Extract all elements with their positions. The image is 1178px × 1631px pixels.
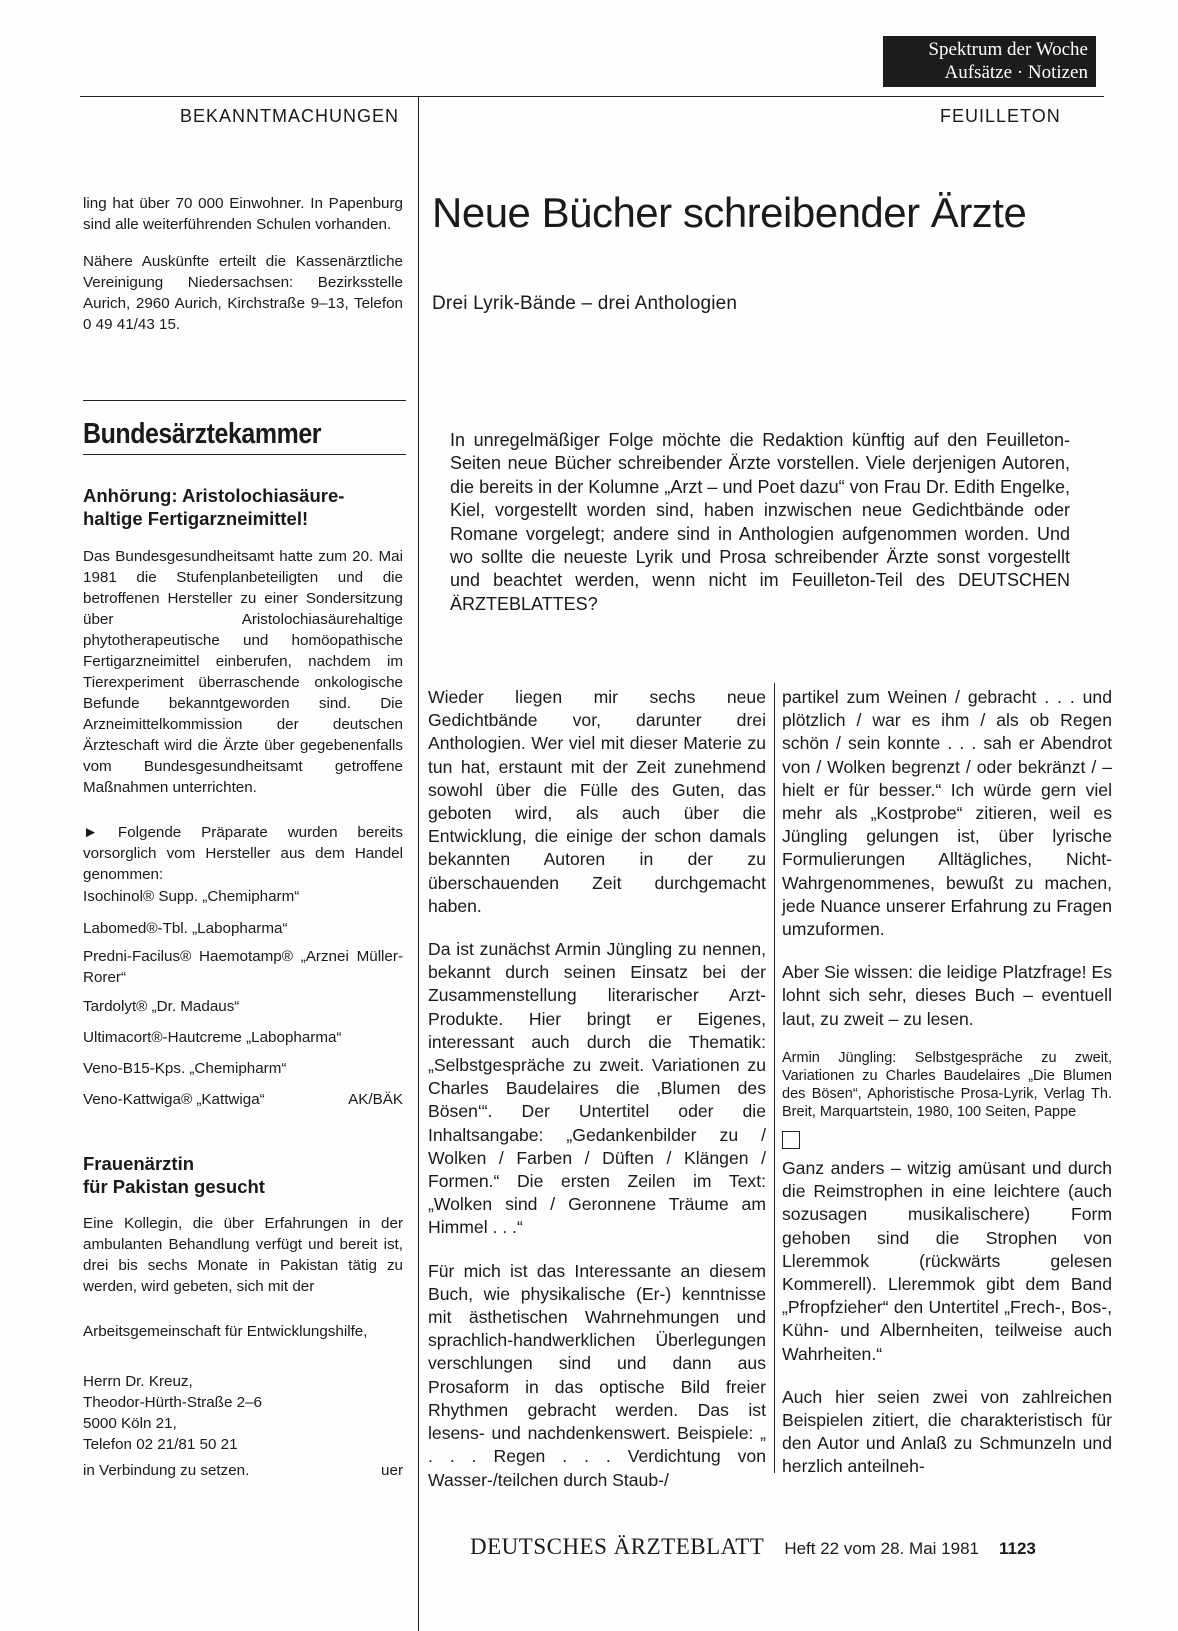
column-divider-inner — [774, 683, 775, 1473]
product-item: Labomed®-Tbl. „Labopharma“ — [83, 920, 288, 937]
article-title-line-2: haltige Fertigarzneimittel! — [83, 508, 309, 529]
masthead-line2: Aufsätze · Notizen — [944, 62, 1088, 83]
address-line: Herrn Dr. Kreuz, — [83, 1373, 193, 1390]
section-label-feuilleton: FEUILLETON — [940, 106, 1061, 126]
product-item: Tardolyt® „Dr. Madaus“ — [83, 998, 240, 1015]
bibliography-note: Armin Jüngling: Selbstgespräche zu zweit, Variationen zu Charles Baudelaires „Die Blumen des Bösen“, Aphoristische Prosa-Lyrik, Verlag Th. Breit, Marquartstein, 1980, 100 Seiten, Pappe — [782, 1050, 1112, 1120]
body-paragraph: Ganz anders – witzig amüsant und durch die Reimstrophen in eine leichtere (auch sozusagen musikalischere) Form gehoben sind die Strophen von Lleremmok (rückwärts gelesen Kommerell). Lleremmok gibt dem Band „Pfropfzieher“ den Untertitel „Frech-, Bos-, Kühn- und Albernheiten, teilweise auch Wahrheiten.“ — [782, 1158, 1112, 1364]
product-list-intro: ► Folgende Präparate wurden bereits vorsorglich vom Hersteller aus dem Handel genommen: — [83, 824, 403, 883]
body-paragraph: Aber Sie wissen: die leidige Platzfrage! Es lohnt sich sehr, dieses Buch – eventuell laut, zu zweit – zu lesen. — [782, 962, 1112, 1029]
heading-rule-top — [83, 400, 406, 401]
article-title-line-2: für Pakistan gesucht — [83, 1176, 265, 1197]
heading-rule-bottom — [83, 454, 406, 455]
feuilleton-intro: In unregelmäßiger Folge möchte die Redaktion künftig auf den Feuilleton-Seiten neue Bücher schreibender Ärzte vorstellen. Viele derjenigen Autoren, die bereits in der Kolumne „Arzt – und Poet dazu“ von Frau Dr. Edith Engelke, Kiel, vorgestellt worden sind, haben inzwischen neue Gedichtbände oder Romane vorgelegt; andere sind in Anthologien aufgenommen worden. Und wo sollte die neueste Lyrik und Prosa schreibender Ärzte sonst vorgestellt und beachtet werden, wenn nicht im Feuilleton-Teil des DEUTSCHEN ÄRZTEBLATTES? — [450, 430, 1070, 614]
address-line: Telefon 02 21/81 50 21 — [83, 1436, 238, 1453]
body-paragraph: Für mich ist das Interessante an diesem Buch, wie physikalische (Er-) kenntnisse mit ästhetischen Wahrnehmungen und sprachlich-handwerklichen Überlegungen verschlungen sind und dann aus Prosaform in das optische Bild freier Rhythmen gebracht werden. Das ist lesens- und nachdenkenswert. Beispiele: „ . . . Regen . . . Verdichtung von Wasser-/teilchen durch Staub-/ — [428, 1260, 766, 1490]
feuilleton-subtitle: Drei Lyrik-Bände – drei Anthologien — [432, 293, 738, 314]
section-label-bekanntmachungen: BEKANNTMACHUNGEN — [180, 106, 400, 126]
article-title-frauenaerztin — [83, 1152, 403, 1198]
section-end-box — [782, 1131, 800, 1149]
product-item: Ultimacort®-Hautcreme „Labopharma“ — [83, 1029, 342, 1046]
product-item: Isochinol® Supp. „Chemipharm“ — [83, 888, 300, 905]
body-column-2 — [782, 686, 1112, 1031]
article-title-anhoerung — [83, 484, 403, 530]
article-body-anhoerung: Das Bundesgesundheitsamt hatte zum 20. Mai 1981 die Stufenplanbeteiligten und die betroffenen Hersteller zu einer Sondersitzung über Aristolochiasäurehaltige phytotherapeutische und homöopathische Fertigarzneimittel einberufen, nachdem im Tierexperiment überraschende onkologische Befunde bekanntgeworden sind. Die Arzneimittelkommission der deutschen Ärzteschaft wird die Ärzte über gegebenenfalls vom Bundesgesundheitsamt getroffene Maßnahmen unterrichten. — [83, 548, 403, 796]
product-item: Veno-Kattwiga® „Kattwiga“ AK/BÄK — [83, 1091, 403, 1108]
notice-paragraph-1: ling hat über 70 000 Einwohner. In Papenburg sind alle weiterführenden Schulen vorhanden. — [83, 195, 403, 233]
notice-paragraph-2: Nähere Auskünfte erteilt die Kassenärztliche Vereinigung Niedersachsen: Bezirksstelle Aurich, 2960 Aurich, Kirchstraße 9–13, Telefon 0 49 41/43 15. — [83, 253, 403, 333]
masthead-line1: Spektrum der Woche — [928, 39, 1088, 60]
product-item: Predni-Facilus® Haemotamp® „Arznei Müller-Rorer“ — [83, 948, 403, 986]
address-line: 5000 Köln 21, — [83, 1415, 177, 1432]
article-signature: AK/BÄK — [348, 1091, 403, 1108]
top-rule — [80, 96, 1104, 97]
body-paragraph: Auch hier seien zwei von zahlreichen Beispielen zitiert, die charakteristisch für den Autor und Anlaß zu Schmunzeln und herzlich anteilneh- — [782, 1386, 1112, 1477]
page-footer — [470, 1534, 1110, 1560]
feuilleton-title: Neue Bücher schreibender Ärzte — [432, 189, 1027, 236]
notice-text — [83, 193, 403, 335]
body-paragraph: Wieder liegen mir sechs neue Gedichtbände vor, darunter drei Anthologien. Wer viel mit dieser Materie zu tun hat, erstaunt mit der Zeit zunehmend sowohl über die Fülle des Guten, das geboten wird, als auch über die Entwicklung, die einige der schon damals bekannten Autoren in der zu überschauenden Zeit durchgemacht haben. — [428, 687, 766, 916]
address-line: Theodor-Hürth-Straße 2–6 — [83, 1394, 262, 1411]
article-title-line-1: Frauenärztin — [83, 1153, 195, 1174]
contact-address — [83, 1371, 403, 1455]
column-divider — [418, 96, 419, 1631]
article-signature: uer — [381, 1462, 403, 1479]
closing-line: in Verbindung zu setzen. uer — [83, 1462, 403, 1479]
issue-info: Heft 22 vom 28. Mai 1981 — [784, 1539, 979, 1558]
page-number: 1123 — [998, 1539, 1036, 1558]
body-column-2b — [782, 1157, 1112, 1479]
masthead — [883, 36, 1096, 87]
body-paragraph: Da ist zunächst Armin Jüngling zu nennen, bekannt durch seinen Einsatz bei der Zusammenstellung literarischer Arzt-Produkte. Hier bringt er Eigenes, interessant auch durch die Thematik: „Selbstgespräche zu zweit. Variationen zu Charles Baudelaires die ‚Blumen des Bösen‘“. Der Untertitel oder die Inhaltsangabe: „Gedankenbilder zu / Wolken / Farben / Düften / Klängen / Formen.“ Die ersten Zeilen im Text: „Wolken sind / Geronnene Träume am Himmel . . .“ — [428, 939, 766, 1238]
organisation-name: Arbeitsgemeinschaft für Entwicklungshilfe, — [83, 1323, 368, 1340]
product-item: Veno-B15-Kps. „Chemipharm“ — [83, 1060, 287, 1077]
body-paragraph: partikel zum Weinen / gebracht . . . und plötzlich / war es ihm / als ob Regen schön / sein konnte . . . sah er Abendrot von / Wolken begrenzt / oder bekränzt / – hielt er für besser.“ Ich würde gern viel mehr als „Kostprobe“ zitieren, weil es Jüngling gelungen ist, über lyrische Formulierungen Alltägliches, Nicht-Wahrgenommenes, bewußt zu machen, jede Nuance unserer Erfahrung zu Fragen umzuformen. — [782, 687, 1112, 940]
body-column-1 — [428, 686, 766, 1492]
article-body-frauenaerztin: Eine Kollegin, die über Erfahrungen in der ambulanten Behandlung verfügt und bereit ist, drei bis sechs Monate in Pakistan tätig zu werden, wird gebeten, sich mit der — [83, 1215, 403, 1295]
journal-name: DEUTSCHES ÄRZTEBLATT — [470, 1534, 765, 1559]
article-title-line-1: Anhörung: Aristolochiasäure- — [83, 485, 345, 506]
section-heading-bundesaerztekammer: Bundesärztekammer — [83, 418, 322, 450]
